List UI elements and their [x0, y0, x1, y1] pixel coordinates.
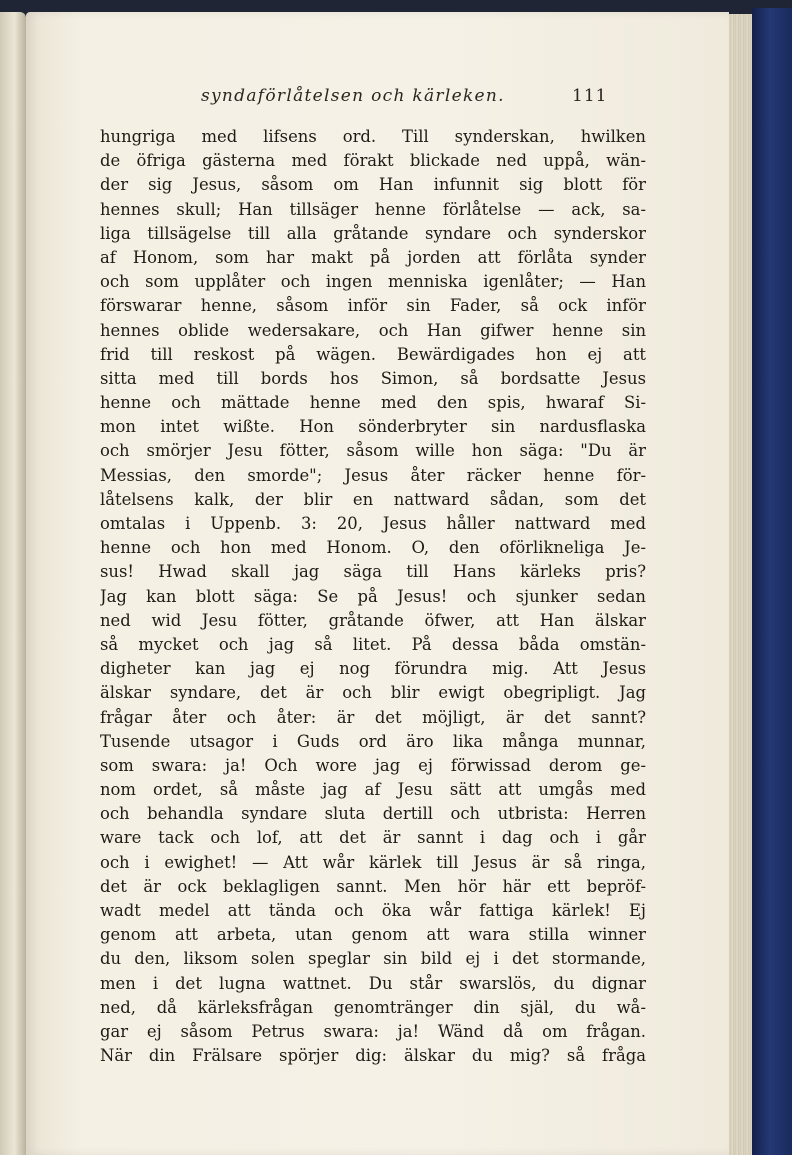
text-line: ned, då kärleksfrågan genomtränger din själ, du wå-: [100, 997, 646, 1017]
text-line: Tusende utsagor i Guds ord äro lika många munnar,: [100, 731, 646, 751]
text-line: digheter kan jag ej nog förundra mig. Att Jesus: [100, 659, 646, 679]
text-line: ware tack och lof, att det är sannt i dag och i går: [100, 828, 646, 848]
text-line: liga tillsägelse till alla gråtande syndare och synderskor: [100, 223, 646, 243]
body-text: [100, 125, 646, 1068]
text-line: Messias, den smorde"; Jesus åter räcker henne för-: [100, 465, 646, 485]
text-line: hennes skull; Han tillsäger henne förlåtelse — ack, sa-: [100, 199, 646, 219]
text-line: så mycket och jag så litet. På dessa båda omstän-: [100, 634, 646, 654]
text-line: frid till reskost på wägen. Bewärdigades hon ej att: [100, 344, 646, 364]
text-line: hennes oblide wedersakare, och Han gifwer henne sin: [100, 320, 646, 340]
text-line: Jag kan blott säga: Se på Jesus! och sjunker sedan: [100, 586, 646, 606]
text-line: hungriga med lifsens ord. Till synderskan, hwilken: [100, 127, 646, 146]
text-line: det är ock beklagligen sannt. Men hör här ett bepröf-: [100, 876, 646, 896]
text-line: der sig Jesus, såsom om Han infunnit sig blott för: [100, 175, 646, 195]
text-line: henne och hon med Honom. O, den oförlikneliga Je-: [100, 538, 646, 558]
page-block-edge: [728, 14, 755, 1155]
text-line: sitta med till bords hos Simon, så bordsatte Jesus: [100, 368, 646, 388]
text-line: wadt medel att tända och öka wår fattiga kärlek! Ej: [100, 901, 646, 920]
text-line: du den, liksom solen speglar sin bild ej i det stormande,: [100, 949, 646, 969]
text-line: När din Frälsare spörjer dig: älskar du mig? så fråga: [100, 1046, 646, 1066]
text-line: och behandla syndare sluta dertill och utbrista: Herren: [100, 804, 646, 824]
text-line: nom ordet, så måste jag af Jesu sätt att umgås med: [100, 780, 646, 800]
text-line: de öfriga gästerna med förakt blickade ned uppå, wän-: [100, 151, 646, 171]
running-title: syndaförlåtelsen och kärleken.: [201, 86, 505, 106]
text-line: låtelsens kalk, der blir en nattward sådan, som det: [100, 489, 646, 509]
text-line: förswarar henne, såsom inför sin Fader, så ock inför: [100, 296, 646, 316]
facing-page-edge: [0, 12, 26, 1155]
text-line: men i det lugna wattnet. Du står swarslös, du dignar: [100, 973, 646, 993]
text-line: och i ewighet! — Att wår kärlek till Jesus är så ringa,: [100, 852, 646, 872]
text-line: som swara: ja! Och wore jag ej förwissad derom ge-: [100, 755, 646, 775]
text-line: och som upplåter och ingen menniska igenlåter; — Han: [100, 272, 646, 292]
text-line: mon intet wißte. Hon sönderbryter sin nardusflaska: [100, 417, 646, 437]
text-line: gar ej såsom Petrus swara: ja! Wänd då om frågan.: [100, 1021, 646, 1041]
text-line: genom att arbeta, utan genom att wara stilla winner: [100, 925, 646, 945]
text-line: ned wid Jesu fötter, gråtande öfwer, att Han älskar: [100, 610, 646, 630]
text-line: henne och mättade henne med den spis, hwaraf Si-: [100, 393, 646, 413]
book-page: [26, 12, 729, 1155]
text-line: och smörjer Jesu fötter, såsom wille hon säga: "Du är: [100, 441, 646, 461]
book-cover: [752, 8, 792, 1155]
text-line: af Honom, som har makt på jorden att förlåta synder: [100, 247, 646, 267]
text-line: sus! Hwad skall jag säga till Hans kärleks pris?: [100, 562, 646, 582]
text-line: frågar åter och åter: är det möjligt, är det sannt?: [100, 707, 646, 727]
page-header: [26, 86, 729, 112]
page-number: 111: [572, 86, 608, 106]
text-line: omtalas i Uppenb. 3: 20, Jesus håller nattward med: [100, 514, 646, 533]
text-line: älskar syndare, det är och blir ewigt obegripligt. Jag: [100, 683, 646, 703]
